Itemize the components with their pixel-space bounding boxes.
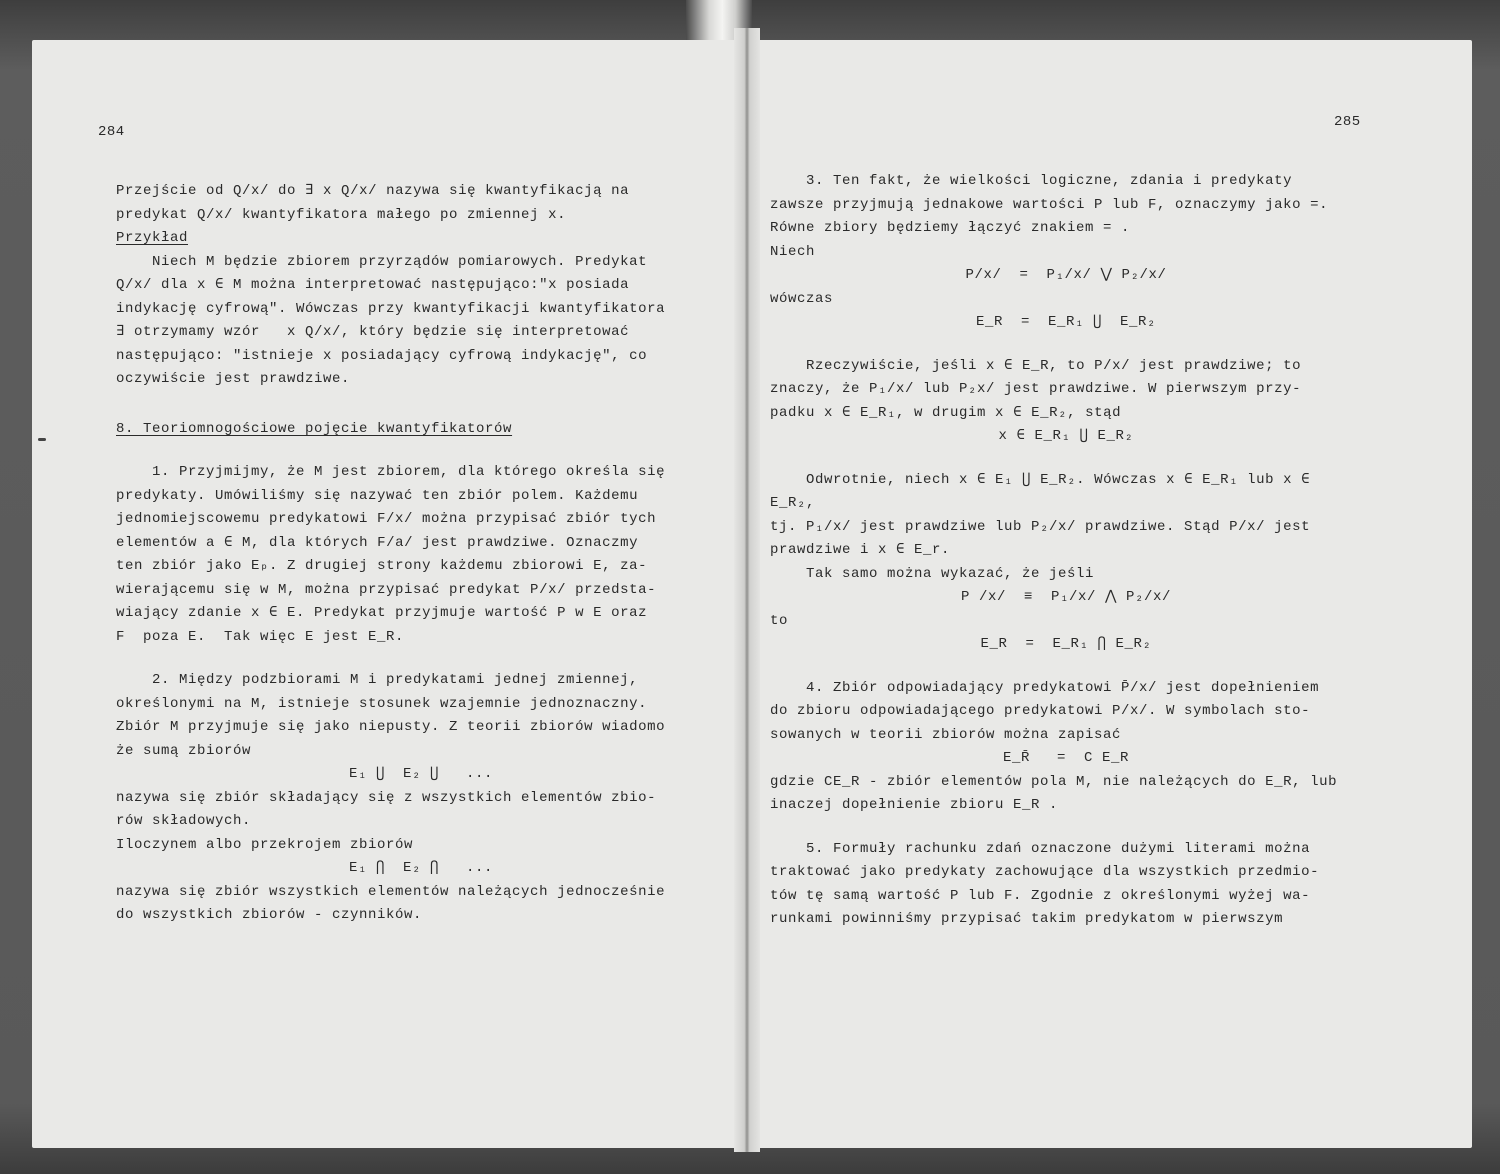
- section-label: Przykład: [116, 230, 189, 246]
- text-line: 2. Między podzbiorami M i predykatami jednej zmiennej,: [152, 672, 639, 688]
- text-line: 4. Zbiór odpowiadający predykatowi P̄/x/ jest dopełnieniem: [806, 679, 1320, 696]
- formula: E₁ ⋃ E₂ ⋃ ...: [348, 766, 494, 782]
- text-line: Zbiór M przyjmuje się jako niepusty. Z teorii zbiorów wiadomo: [116, 719, 666, 735]
- text-line: sowanych w teorii zbiorów można zapisać: [770, 726, 1122, 743]
- formula: E_R̄ = C E_R: [1002, 750, 1130, 766]
- text-line: predykaty. Umówiliśmy się nazywać ten zbiór polem. Każdemu: [116, 487, 639, 504]
- right-page-text: [770, 170, 1362, 932]
- text-line: Q/x/ dla x ∈ M można interpretować następująco:"x posiada: [116, 277, 630, 293]
- text-line: 5. Formuły rachunku zdań oznaczone dużymi literami można: [806, 840, 1311, 857]
- text-line: określonymi na M, istnieje stosunek wzajemnie jednoznaczny.: [116, 695, 648, 712]
- text-line: inaczej dopełnienie zbioru E_R .: [770, 797, 1059, 813]
- text-line: Równe zbiory będziemy łączyć znakiem = .: [770, 220, 1131, 236]
- text-line: elementów a ∈ M, dla których F/a/ jest prawdziwe. Oznaczmy: [116, 534, 639, 551]
- text-line: tów tę samą wartość P lub F. Zgodnie z określonymi wyżej wa-: [770, 887, 1311, 904]
- text-line: nazywa się zbiór wszystkich elementów należących jednocześnie: [116, 883, 666, 900]
- text-line: Tak samo można wykazać, że jeśli: [806, 565, 1095, 582]
- text-line: następująco: "istnieje x posiadający cyfrową indykację", co: [116, 347, 648, 364]
- formula: P/x/ = P₁/x/ ⋁ P₂/x/: [965, 267, 1167, 283]
- text-line: nazywa się zbiór składający się z wszystkich elementów zbio-: [116, 789, 657, 806]
- book-gutter: [734, 28, 760, 1152]
- margin-mark: [38, 438, 46, 441]
- page-number: 284: [98, 124, 125, 140]
- text-line: Odwrotnie, niech x ∈ E₁ ⋃ E_R₂. Wówczas x ∈ E_R₁ lub x ∈ E_R₂,: [770, 471, 1311, 511]
- left-page: [32, 40, 742, 1148]
- text-line: do zbioru odpowiadającego predykatowi P/x/. W symbolach sto-: [770, 703, 1311, 719]
- text-line: jednomiejscowemu predykatowi F/x/ można przypisać zbiór tych: [116, 511, 657, 527]
- section-heading: 8. Teoriomnogościowe pojęcie kwantyfikatorów: [116, 420, 513, 437]
- text-line: do wszystkich zbiorów - czynników.: [116, 907, 423, 923]
- text-line: 3. Ten fakt, że wielkości logiczne, zdania i predykaty: [806, 173, 1293, 189]
- text-line: wówczas: [770, 290, 834, 307]
- text-line: ten zbiór jako Eₚ. Z drugiej strony każdemu zbiorowi E, za-: [116, 558, 648, 574]
- text-line: wierającemu się w M, można przypisać predykat P/x/ przedsta-: [116, 581, 657, 598]
- text-line: traktować jako predykaty zachowujące dla wszystkich przedmio-: [770, 864, 1320, 880]
- text-line: gdzie CE_R - zbiór elementów pola M, nie należących do E_R, lub: [770, 773, 1338, 790]
- text-line: Niech M będzie zbiorem przyrządów pomiarowych. Predykat: [152, 253, 648, 270]
- text-line: indykację cyfrową". Wówczas przy kwantyfikacji kwantyfikatora: [116, 300, 666, 317]
- text-line: znaczy, że P₁/x/ lub P₂x/ jest prawdziwe. W pierwszym przy-: [770, 381, 1302, 397]
- text-line: Rzeczywiście, jeśli x ∈ E_R, to P/x/ jest prawdziwe; to: [806, 357, 1302, 374]
- text-line: że sumą zbiorów: [116, 742, 252, 759]
- formula: x ∈ E_R₁ ⋃ E_R₂: [998, 428, 1134, 444]
- right-page: [752, 40, 1472, 1148]
- text-line: 1. Przyjmijmy, że M jest zbiorem, dla którego określa się: [152, 464, 666, 480]
- formula: E_R = E_R₁ ⋃ E_R₂: [975, 314, 1157, 330]
- text-line: wiający zdanie x ∈ E. Predykat przyjmuje wartość P w E oraz: [116, 605, 648, 621]
- text-line: ∃ otrzymamy wzór x Q/x/, który będzie się interpretować: [116, 324, 630, 340]
- text-line: zawsze przyjmują jednakowe wartości P lub F, oznaczymy jako =.: [770, 196, 1329, 213]
- formula: E₁ ⋂ E₂ ⋂ ...: [348, 860, 494, 876]
- text-line: rów składowych.: [116, 813, 252, 829]
- left-page-text: [116, 180, 726, 928]
- text-line: Przejście od Q/x/ do ∃ x Q/x/ nazywa się kwantyfikacją na: [116, 183, 630, 199]
- text-line: Iloczynem albo przekrojem zbiorów: [116, 836, 414, 853]
- text-line: runkami powinniśmy przypisać takim predykatom w pierwszym: [770, 911, 1284, 927]
- text-line: predykat Q/x/ kwantyfikatora małego po zmiennej x.: [116, 206, 567, 223]
- text-line: Niech: [770, 243, 816, 260]
- page-number: 285: [1334, 114, 1361, 130]
- text-line: F poza E. Tak więc E jest E_R.: [116, 628, 405, 645]
- formula: P /x/ ≡ P₁/x/ ⋀ P₂/x/: [960, 589, 1172, 605]
- text-line: to: [770, 612, 789, 629]
- text-line: padku x ∈ E_R₁, w drugim x ∈ E_R₂, stąd: [770, 404, 1122, 421]
- formula: E_R = E_R₁ ⋂ E_R₂: [980, 636, 1152, 652]
- text-line: oczywiście jest prawdziwe.: [116, 371, 351, 387]
- text-line: prawdziwe i x ∈ E_r.: [770, 542, 951, 558]
- text-line: tj. P₁/x/ jest prawdziwe lub P₂/x/ prawdziwe. Stąd P/x/ jest: [770, 518, 1311, 535]
